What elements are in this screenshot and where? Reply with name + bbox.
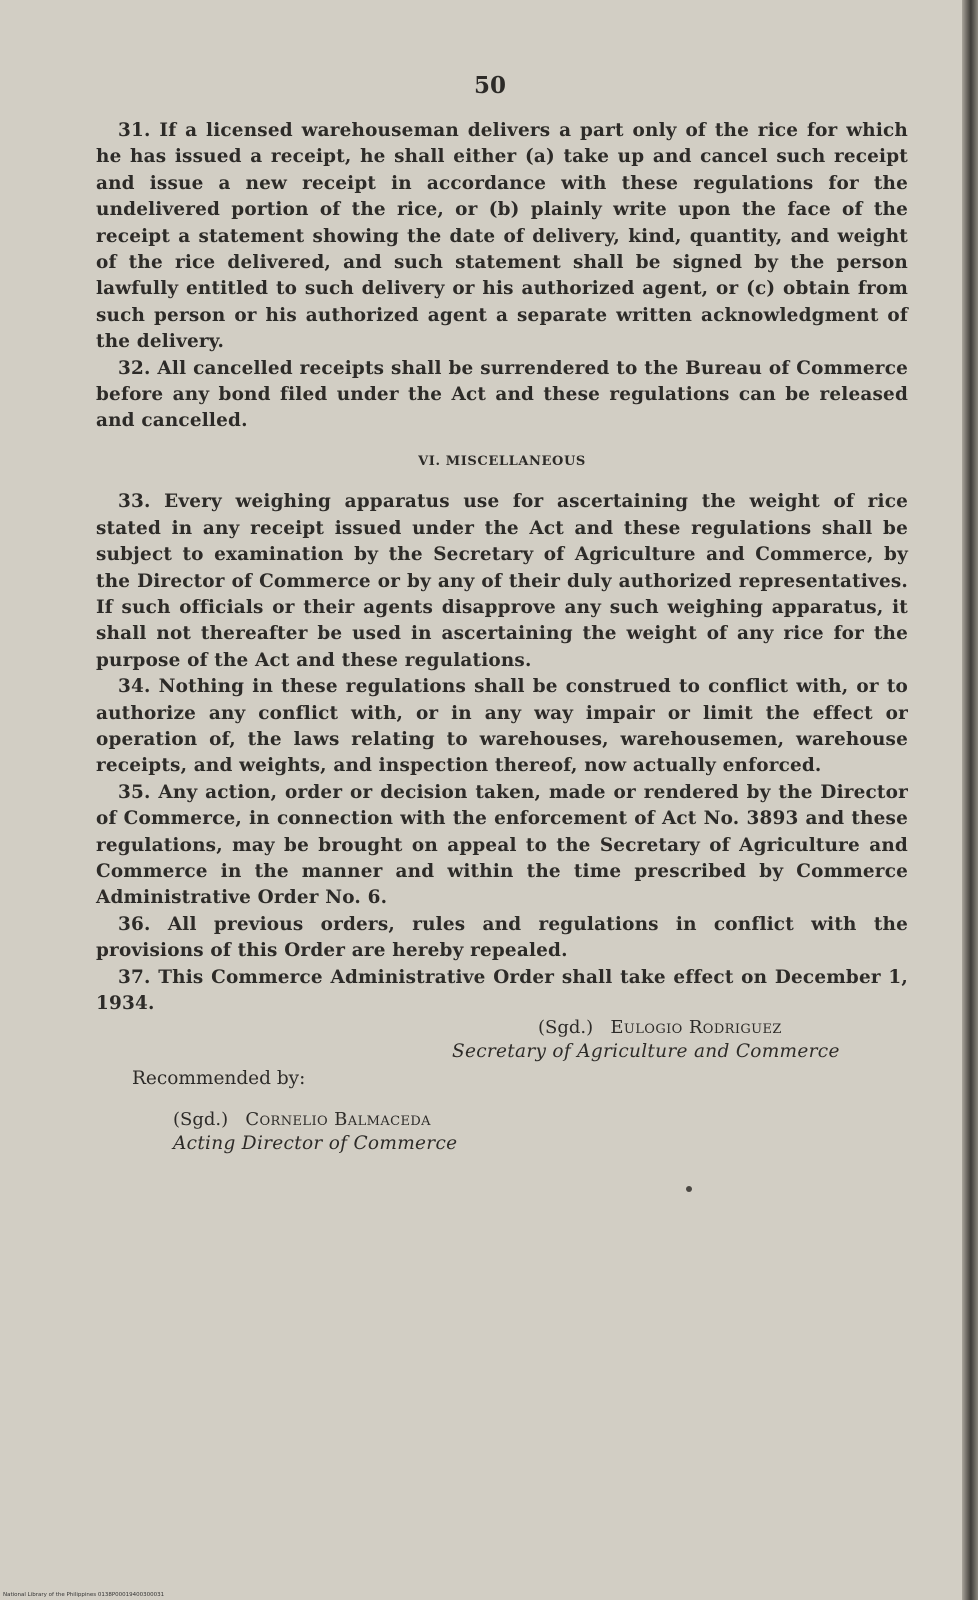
paragraph-37: 37. This Commerce Administrative Order shall take effect on December 1, 1934.: [96, 966, 908, 1014]
sgd-label: (Sgd.): [538, 1017, 594, 1038]
recommended-by-label: Recommended by:: [132, 1068, 306, 1089]
signatory-name: Eulogio Rodriguez: [610, 1017, 782, 1038]
paragraph-36: 36. All previous orders, rules and regulations in conflict with the provisions of this Order are hereby repealed.: [96, 913, 908, 962]
recommender-title: Acting Director of Commerce: [173, 1133, 458, 1154]
body-text: [96, 118, 908, 1017]
signatory-title: Secretary of Agriculture and Commerce: [452, 1041, 840, 1062]
page-number: 50: [473, 72, 506, 99]
paragraph-35: 35. Any action, order or decision taken, made or rendered by the Director of Commerce, in connection with the enforcement of Act No. 3893 and these regulations, may be brought on appeal to the Secretary of Agriculture and Commerce in the manner and within the time prescribed by Commerce Administrative Order No. 6.: [96, 781, 908, 909]
paragraph-33: 33. Every weighing apparatus use for ascertaining the weight of rice stated in any receipt issued under the Act and these regulations shall be subject to examination by the Secretary of Agriculture and Commerce, by the Director of Commerce or by any of their duly authorized representatives. If such officials or their agents disapprove any such weighing apparatus, it shall not thereafter be used in ascertaining the weight of any rice for the purpose of the Act and these regulations.: [96, 491, 908, 671]
paragraph-31: 31. If a licensed warehouseman delivers a part only of the rice for which he has issued a receipt, he shall either (a) take up and cancel such receipt and issue a new receipt in accordance with these regulations for the undelivered portion of the rice, or (b) plainly write upon the face of the receipt a statement showing the date of delivery, kind, quantity, and weight of the rice delivered, and such statement shall be signed by the person lawfully entitled to such delivery or his authorized agent, or (c) obtain from such person or his authorized agent a separate written acknowledgment of the delivery.: [96, 120, 908, 353]
signature-secretary: [538, 1014, 782, 1041]
signature-director: [173, 1106, 431, 1133]
footer-watermark: National Library of the Philippines 0138P00019400300031: [3, 1592, 165, 1598]
page-edge-shadow: [962, 0, 978, 1600]
paragraph-32: 32. All cancelled receipts shall be surrendered to the Bureau of Commerce before any bond filed under the Act and these regulations can be released and cancelled.: [96, 357, 908, 432]
recommender-name: Cornelio Balmaceda: [245, 1109, 431, 1130]
section-heading: VI. MISCELLANEOUS: [418, 453, 586, 469]
paragraph-34: 34. Nothing in these regulations shall be construed to conflict with, or to authorize any conflict with, or in any way impair or limit the effect or operation of, the laws relating to warehouses, warehousemen, warehouse receipts, and weights, and inspection thereof, now actually enforced.: [96, 676, 908, 777]
ink-speck: [686, 1186, 692, 1192]
sgd-label: (Sgd.): [173, 1109, 229, 1130]
